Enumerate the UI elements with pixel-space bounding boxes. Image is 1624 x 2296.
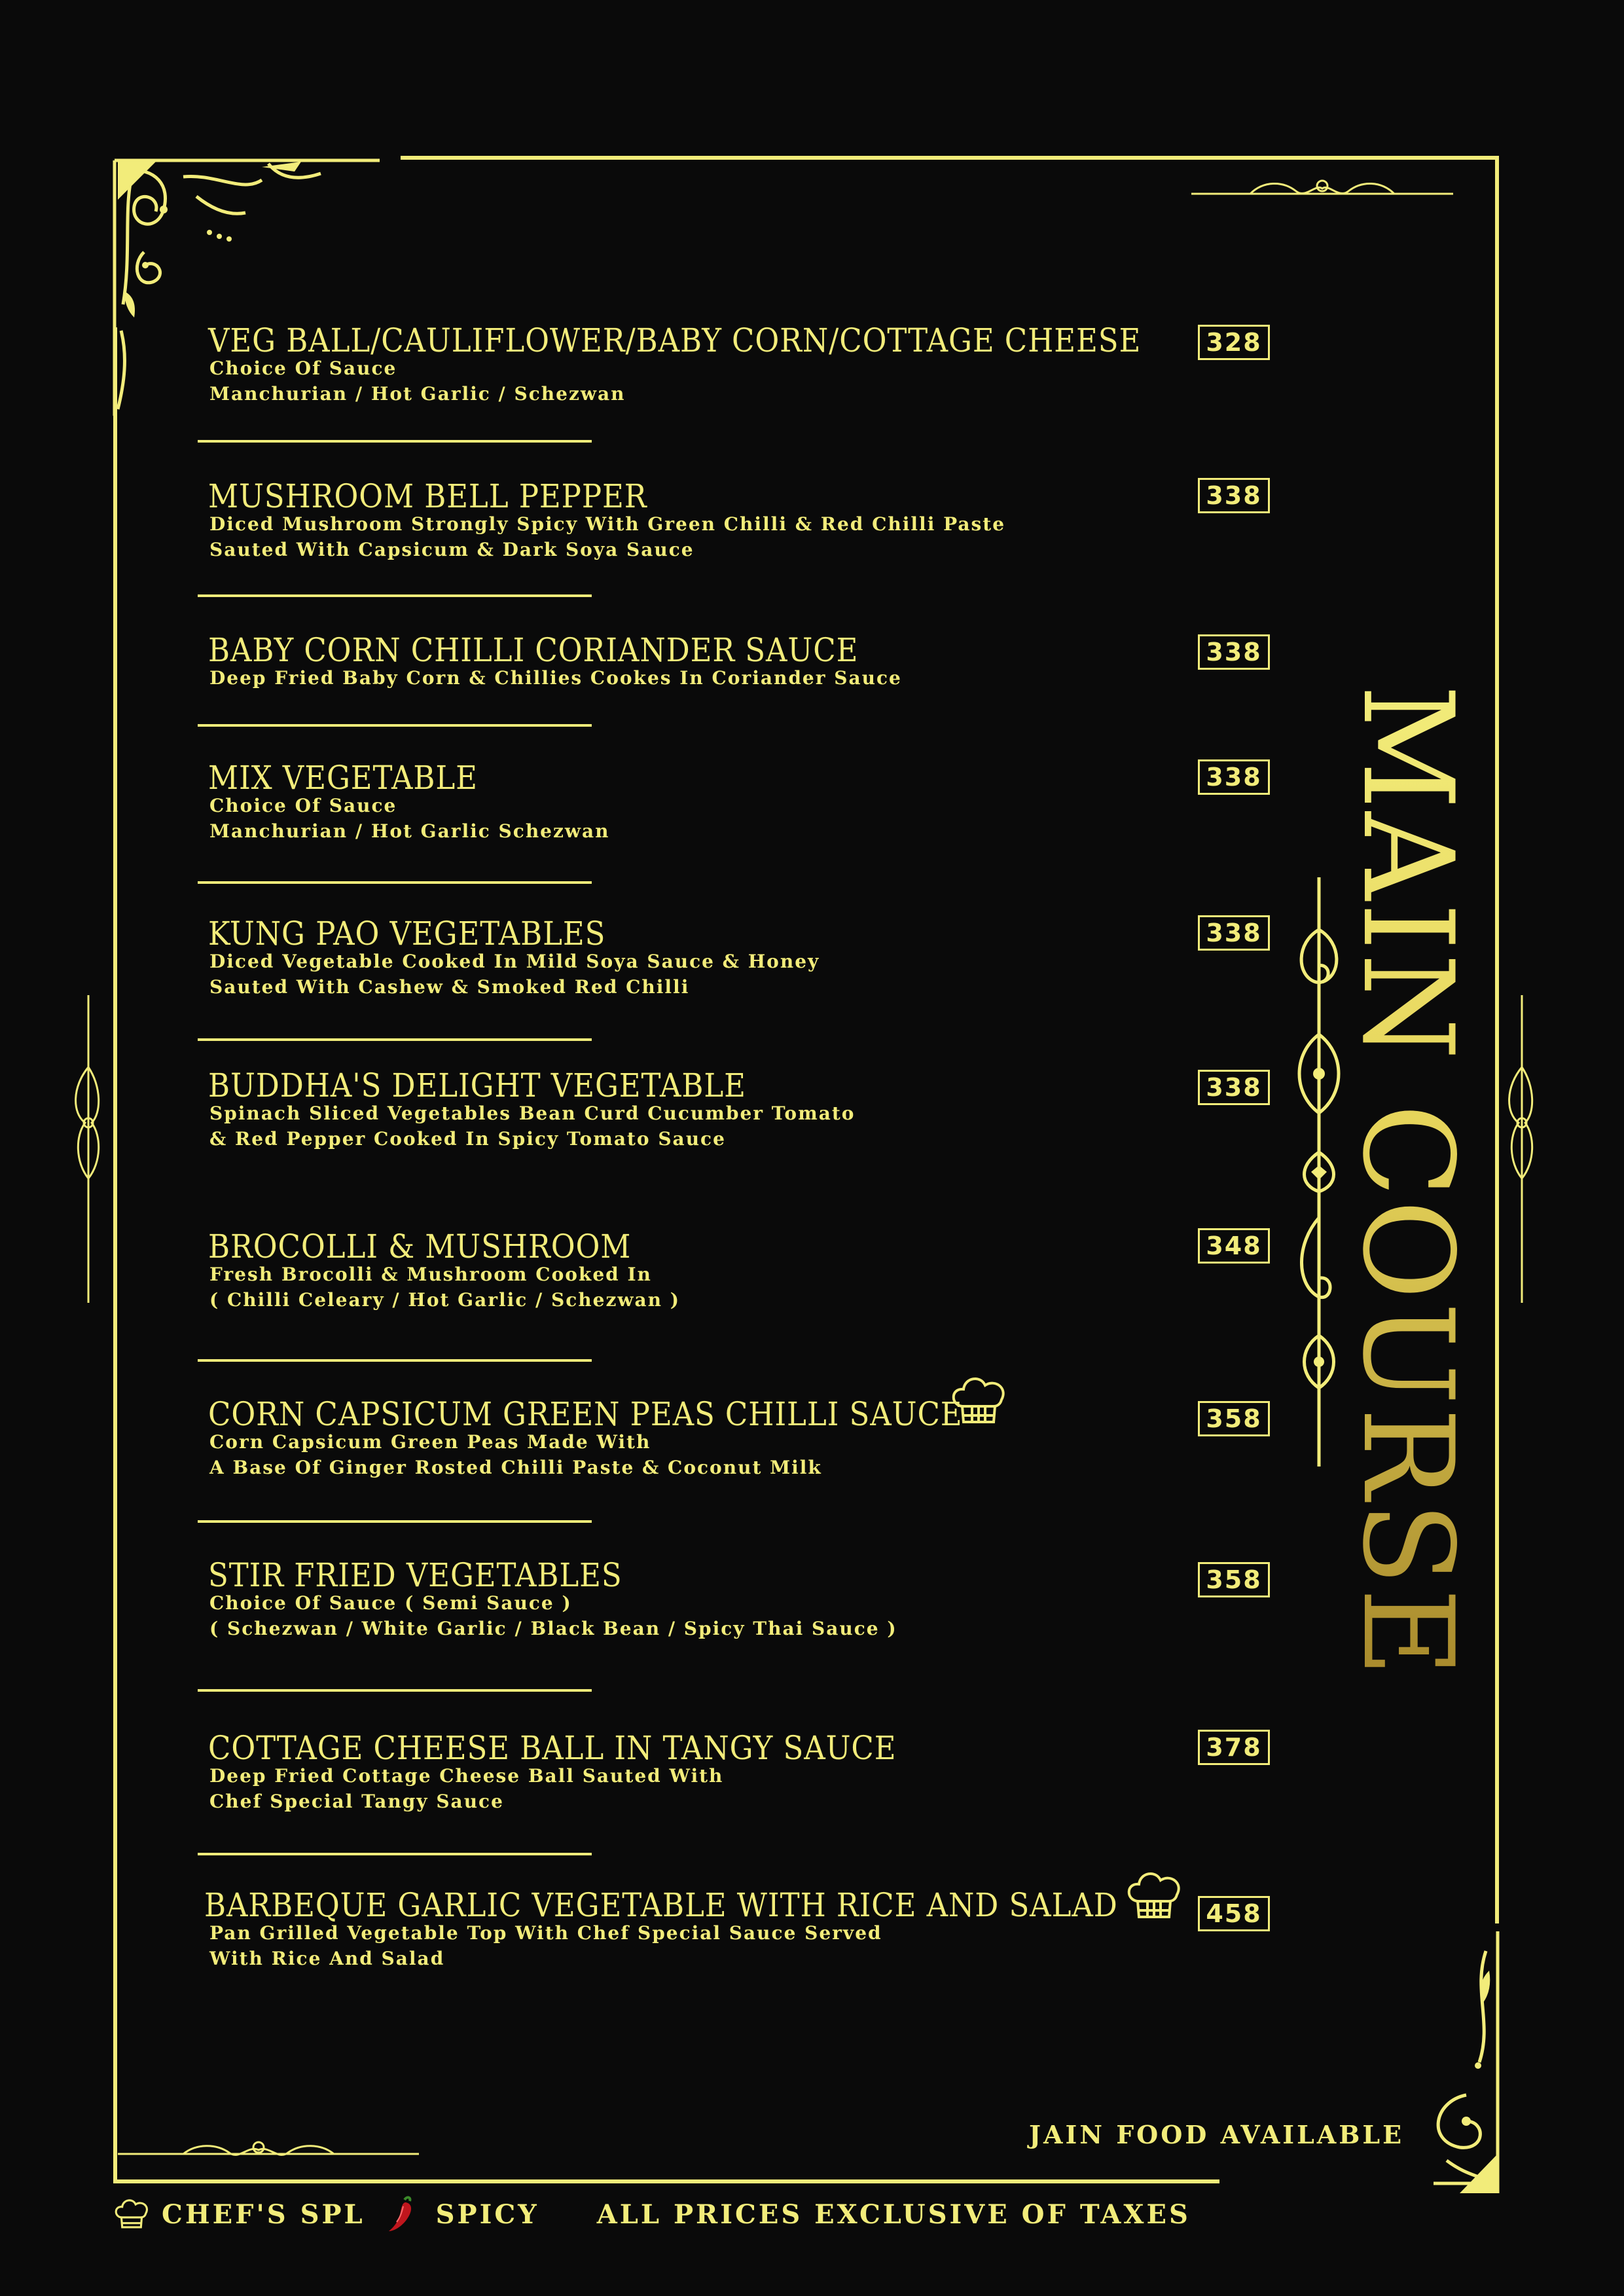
item-description: Chef Special Tangy Sauce: [209, 1791, 504, 1812]
menu-item: [208, 322, 1282, 410]
item-description: Choice Of Sauce: [209, 795, 397, 816]
tax-note: ALL PRICES EXCLUSIVE OF TAXES: [596, 2198, 1191, 2230]
item-name: BROCOLLI & MUSHROOM: [208, 1228, 632, 1266]
item-description: Diced Mushroom Strongly Spicy With Green Chilli & Red Chilli Paste: [209, 513, 1006, 535]
item-name: COTTAGE CHEESE BALL IN TANGY SAUCE: [208, 1729, 897, 1767]
divider: [198, 724, 592, 727]
item-name: MIX VEGETABLE: [208, 759, 478, 797]
item-description: Sauted With Cashew & Smoked Red Chilli: [209, 976, 690, 998]
item-name: KUNG PAO VEGETABLES: [208, 915, 606, 953]
frame-top-line: [401, 156, 1499, 160]
menu-item: [204, 1887, 1278, 1975]
divider: [198, 1689, 592, 1692]
item-price: 348: [1198, 1228, 1270, 1264]
item-price: 358: [1198, 1401, 1270, 1436]
menu-item: [208, 1396, 1282, 1484]
item-name: BUDDHA'S DELIGHT VEGETABLE: [208, 1066, 746, 1104]
menu-item: [208, 915, 1282, 1003]
item-description: Deep Fried Cottage Cheese Ball Sauted With: [209, 1765, 724, 1787]
item-description: ( Chilli Celeary / Hot Garlic / Schezwan ): [209, 1289, 680, 1311]
item-price: 378: [1198, 1730, 1270, 1765]
jain-food-note: JAIN FOOD AVAILABLE: [1029, 2120, 1405, 2149]
item-price: 338: [1198, 634, 1270, 670]
frame-left-line: [113, 327, 117, 2183]
menu-item: [208, 1228, 1282, 1316]
menu-item: [208, 632, 1282, 688]
item-price: 358: [1198, 1562, 1270, 1597]
left-side-flourish: [72, 995, 105, 1303]
menu-item: [208, 1067, 1282, 1155]
item-description: With Rice And Salad: [209, 1948, 445, 1969]
right-side-flourish: [1506, 995, 1538, 1303]
item-price: 338: [1198, 759, 1270, 795]
item-description: Spinach Sliced Vegetables Bean Curd Cucumber Tomato: [209, 1102, 856, 1124]
item-price: 338: [1198, 915, 1270, 951]
menu-item: [208, 1730, 1282, 1817]
item-description: Pan Grilled Vegetable Top With Chef Special Sauce Served: [209, 1922, 882, 1944]
menu-item: [208, 1557, 1282, 1645]
item-description: Choice Of Sauce: [209, 357, 397, 379]
item-name: BABY CORN CHILLI CORIANDER SAUCE: [208, 631, 859, 669]
chef-special-label: CHEF'S SPL: [162, 2198, 365, 2230]
item-name: STIR FRIED VEGETABLES: [208, 1556, 623, 1594]
top-right-flourish: [1191, 177, 1453, 203]
section-title: [1335, 684, 1480, 1679]
divider: [198, 1359, 592, 1362]
item-description: Sauted With Capsicum & Dark Soya Sauce: [209, 539, 695, 560]
item-description: & Red Pepper Cooked In Spicy Tomato Sauce: [209, 1128, 726, 1150]
divider: [198, 881, 592, 884]
vertical-scroll-ornament: [1293, 877, 1345, 1467]
bottom-left-flourish: [118, 2141, 425, 2167]
item-price: 338: [1198, 1070, 1270, 1105]
item-description: Manchurian / Hot Garlic / Schezwan: [209, 383, 626, 405]
item-description: Choice Of Sauce ( Semi Sauce ): [209, 1592, 572, 1614]
chef-hat-icon: [949, 1374, 1008, 1429]
item-price: 458: [1198, 1896, 1270, 1931]
frame-bottom-line: [113, 2179, 1219, 2183]
item-name: VEG BALL/CAULIFLOWER/BABY CORN/COTTAGE CHEESE: [208, 321, 1142, 359]
item-name: MUSHROOM BELL PEPPER: [208, 477, 647, 515]
footer-legend: [113, 2195, 1191, 2234]
chef-hat-icon: [113, 2196, 150, 2232]
item-description: Fresh Brocolli & Mushroom Cooked In: [209, 1264, 652, 1285]
item-price: 328: [1198, 325, 1270, 360]
item-description: Corn Capsicum Green Peas Made With: [209, 1431, 651, 1453]
item-name: BARBEQUE GARLIC VEGETABLE WITH RICE AND SALAD: [204, 1886, 1118, 1924]
menu-item: [208, 478, 1282, 566]
divider: [198, 1038, 592, 1041]
menu-item: [208, 759, 1282, 847]
item-description: ( Schezwan / White Garlic / Black Bean / Spicy Thai Sauce ): [209, 1618, 897, 1639]
section-title-text: MAIN COURSE: [1335, 684, 1480, 1679]
frame-right-line: [1495, 156, 1499, 1923]
item-description: A Base Of Ginger Rosted Chilli Paste & Coconut Milk: [209, 1457, 822, 1478]
divider: [198, 594, 592, 597]
item-price: 338: [1198, 478, 1270, 513]
item-description: Diced Vegetable Cooked In Mild Soya Sauce & Honey: [209, 951, 820, 972]
divider: [198, 440, 592, 443]
divider: [198, 1520, 592, 1523]
item-description: Deep Fried Baby Corn & Chillies Cookes In Coriander Sauce: [209, 667, 902, 689]
corner-ornament-bottom-right: [1407, 1925, 1512, 2200]
item-description: Manchurian / Hot Garlic Schezwan: [209, 820, 610, 842]
divider: [198, 1853, 592, 1855]
spicy-label: SPICY: [435, 2198, 539, 2230]
chili-icon: [385, 2195, 418, 2234]
chef-hat-icon: [1125, 1868, 1183, 1923]
item-name: CORN CAPSICUM GREEN PEAS CHILLI SAUCE: [208, 1395, 963, 1433]
